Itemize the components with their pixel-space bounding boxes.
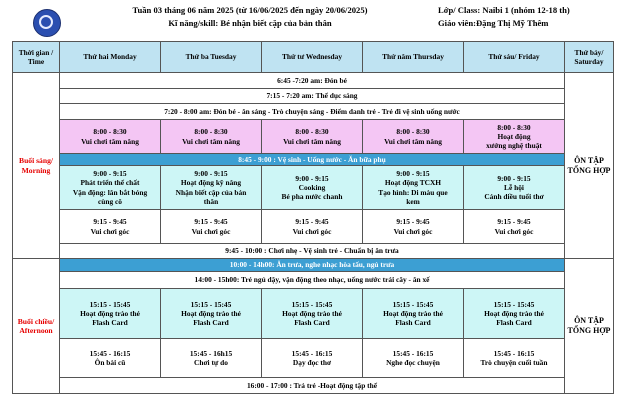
col-header-monday-label: Thứ hai Monday: [83, 52, 137, 62]
cell-thu-1515: 15:15 - 15:45 Hoạt động trào thẻ Flash Card: [363, 289, 464, 339]
col-header-saturday: [565, 42, 614, 73]
row-pickup: 16:00 - 17:00 : Trả trẻ -Hoạt động tập thể: [60, 378, 565, 394]
col-header-saturday-label: Thứ bảy/ Saturday: [574, 47, 604, 66]
col-header-tuesday: [161, 42, 262, 73]
cell-mon-1545: 15:45 - 16:15 Ôn bài cũ: [60, 339, 161, 378]
school-logo-icon: [33, 9, 61, 37]
saturday-review-morning: ÔN TẬP TỔNG HỢP: [565, 73, 614, 259]
cell-mon-0800: 8:00 - 8:30 Vui chơi tâm năng: [60, 120, 161, 154]
cell-fri-1545: 15:45 - 16:15 Trò chuyện cuối tuần: [464, 339, 565, 378]
cell-tue-0900: 9:00 - 9:15 Hoạt động kỹ năng Nhận biết cặp của bản thân: [161, 166, 262, 210]
col-header-wednesday-label: Thứ tư Wednesday: [281, 52, 343, 62]
row-arrival: 6:45 -7:20 am: Đón bé: [60, 73, 565, 89]
col-header-thursday: [363, 42, 464, 73]
class-label: Lớp/ Class: Naibi 1 (nhóm 12-18 th): [438, 5, 570, 15]
col-header-tuesday-label: Thứ ba Tuesday: [185, 52, 237, 62]
schedule-table: [12, 41, 614, 394]
col-header-friday-label: Thứ sáu/ Friday: [488, 52, 540, 62]
row-morning-exercise: 7:15 - 7:20 am: Thể dục sáng: [60, 89, 565, 104]
cell-wed-0900: 9:00 - 9:15 Cooking Bé pha nước chanh: [262, 166, 363, 210]
cell-thu-0900: 9:00 - 9:15 Hoạt động TCXH Tạo hình: Di màu que kem: [363, 166, 464, 210]
cell-tue-1515: 15:15 - 15:45 Hoạt động trào thẻ Flash Card: [161, 289, 262, 339]
col-header-thursday-label: Thứ năm Thursday: [382, 52, 444, 62]
row-breakfast: 7:20 - 8:00 am: Đón bé - ăn sáng - Trò chuyện sáng - Điểm danh trẻ - Trẻ đi vệ sinh uống nước: [60, 104, 565, 120]
document-header: [0, 0, 625, 41]
cell-mon-1515: 15:15 - 15:45 Hoạt động trào thẻ Flash Card: [60, 289, 161, 339]
saturday-review-afternoon: ÔN TẬP TỔNG HỢP: [565, 259, 614, 394]
col-header-monday: [60, 42, 161, 73]
row-snack: 8:45 - 9:00 : Vệ sinh - Uống nước - Ăn bữa phụ: [60, 154, 565, 166]
session-morning: [13, 73, 60, 259]
cell-thu-1545: 15:45 - 16:15 Nghe đọc chuyện: [363, 339, 464, 378]
cell-fri-0900: 9:00 - 9:15 Lễ hội Cánh diều tuổi thơ: [464, 166, 565, 210]
col-header-friday: [464, 42, 565, 73]
col-header-wednesday: [262, 42, 363, 73]
skill-title: Kĩ năng/skill: Bé nhận biết cặp của bản thân: [168, 18, 332, 28]
cell-tue-1545: 15:45 - 16h15 Chơi tự do: [161, 339, 262, 378]
session-morning-label: Buổi sáng/ Morning: [19, 156, 53, 175]
cell-fri-1515: 15:15 - 15:45 Hoạt động trào thẻ Flash Card: [464, 289, 565, 339]
row-wake-up: 14:00 - 15h00: Trẻ ngủ dậy, vận động theo nhạc, uống nước trái cây - ăn xế: [60, 272, 565, 289]
cell-thu-0800: 8:00 - 8:30 Vui chơi tâm năng: [363, 120, 464, 154]
teacher-label: Giáo viên:Đặng Thị Mỹ Thêm: [438, 18, 549, 28]
col-header-time-label: Thời gian / Time: [18, 47, 54, 66]
cell-fri-0800: 8:00 - 8:30 Hoạt động xướng nghệ thuật: [464, 120, 565, 154]
cell-wed-0915: 9:15 - 9:45 Vui chơi góc: [262, 210, 363, 244]
cell-wed-1545: 15:45 - 16:15 Dạy đọc thơ: [262, 339, 363, 378]
cell-fri-0915: 9:15 - 9:45 Vui chơi góc: [464, 210, 565, 244]
col-header-time: [13, 42, 60, 73]
cell-tue-0800: 8:00 - 8:30 Vui chơi tâm năng: [161, 120, 262, 154]
week-title: Tuần 03 tháng 06 năm 2025 (từ 16/06/2025 đến ngày 20/06/2025): [132, 5, 368, 15]
cell-mon-0915: 9:15 - 9:45 Vui chơi góc: [60, 210, 161, 244]
row-lunch-nap: 10:00 - 14h00: Ăn trưa, nghe nhạc hòa tấu, ngủ trưa: [60, 259, 565, 272]
session-afternoon: [13, 259, 60, 394]
session-afternoon-label: Buổi chiều/ Afternoon: [17, 316, 55, 335]
cell-wed-0800: 8:00 - 8:30 Vui chơi tâm năng: [262, 120, 363, 154]
cell-mon-0900: 9:00 - 9:15 Phát triển thể chất Vận động: lăn bắt bóng cùng cô: [60, 166, 161, 210]
row-prep-lunch: 9:45 - 10:00 : Chơi nhẹ - Vệ sinh trẻ - Chuẩn bị ăn trưa: [60, 244, 565, 259]
cell-thu-0915: 9:15 - 9:45 Vui chơi góc: [363, 210, 464, 244]
cell-tue-0915: 9:15 - 9:45 Vui chơi góc: [161, 210, 262, 244]
cell-wed-1515: 15:15 - 15:45 Hoạt động trào thẻ Flash Card: [262, 289, 363, 339]
